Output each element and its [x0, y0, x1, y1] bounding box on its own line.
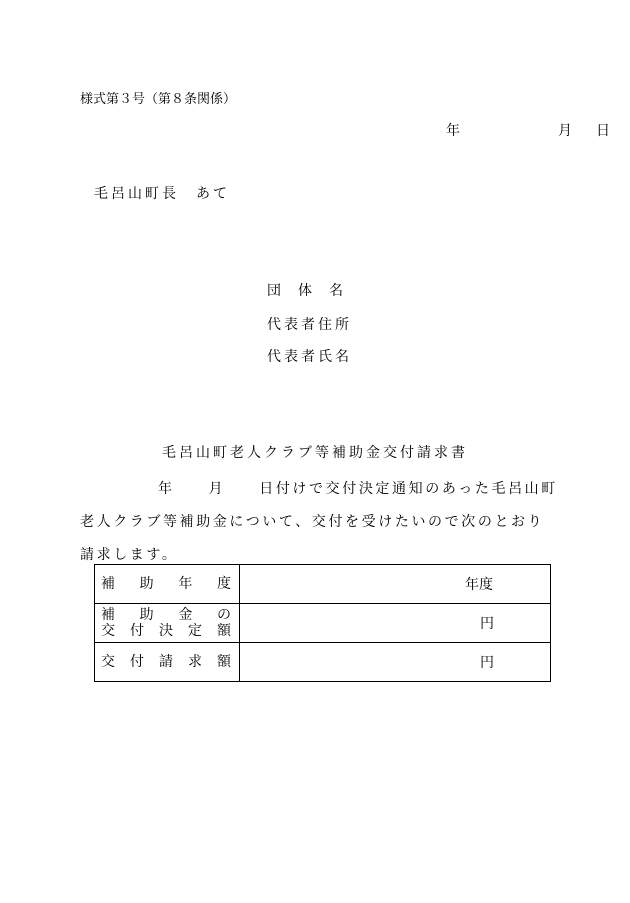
body-paragraph	[80, 473, 560, 572]
label-char: 交	[101, 654, 115, 670]
unit-label: 円	[480, 616, 494, 632]
label-char: 定	[188, 623, 202, 639]
label-char: の	[216, 607, 231, 623]
table-row	[95, 643, 551, 682]
label-char: 決	[159, 623, 173, 639]
label-char: 付	[130, 623, 144, 639]
label-char: 助	[139, 607, 154, 623]
label-char: 求	[188, 654, 202, 670]
unit-label: 円	[480, 655, 494, 671]
date-day-label: 日	[596, 123, 610, 139]
body-text: 日付けで交付決定通知のあった毛呂山町老人クラブ等補助金について、交付を受けたいので次のとおり請求します。	[80, 481, 558, 563]
form-number: 様式第３号（第８条関係）	[80, 92, 237, 107]
date-month-label: 月	[558, 123, 572, 139]
rep-address-label: 代表者住所	[267, 317, 352, 333]
requested-amount-cell[interactable]	[240, 643, 551, 682]
date-line	[446, 120, 610, 140]
date-year-label: 年	[446, 123, 460, 139]
subsidy-year-cell[interactable]	[240, 565, 551, 604]
decided-amount-cell[interactable]	[240, 604, 551, 643]
org-name-label	[267, 280, 346, 300]
table-row	[95, 604, 551, 643]
row-label	[95, 604, 240, 643]
row-label	[95, 643, 240, 682]
body-month-label: 月	[208, 481, 226, 497]
label-char: 年	[178, 576, 193, 592]
body-year-label: 年	[158, 481, 175, 497]
rep-name-label: 代表者氏名	[267, 349, 352, 365]
org-name-char: 体	[298, 283, 315, 299]
addressee: 毛呂山町長 あて	[94, 186, 230, 202]
label-char: 額	[217, 654, 231, 670]
unit-label: 年度	[465, 577, 493, 593]
org-name-char: 名	[329, 283, 346, 299]
label-char: 補	[101, 607, 115, 623]
table-row	[95, 565, 551, 604]
label-char: 補	[101, 576, 115, 592]
label-char: 度	[216, 576, 231, 592]
org-name-char: 団	[267, 283, 284, 299]
amount-table	[94, 564, 551, 682]
row-label	[95, 565, 240, 604]
label-char: 交	[101, 623, 115, 639]
label-char: 請	[159, 654, 173, 670]
label-char: 助	[139, 576, 154, 592]
document-title: 毛呂山町老人クラブ等補助金交付請求書	[162, 445, 468, 461]
label-char: 額	[217, 623, 231, 639]
label-char: 金	[178, 607, 193, 623]
label-char: 付	[130, 654, 144, 670]
